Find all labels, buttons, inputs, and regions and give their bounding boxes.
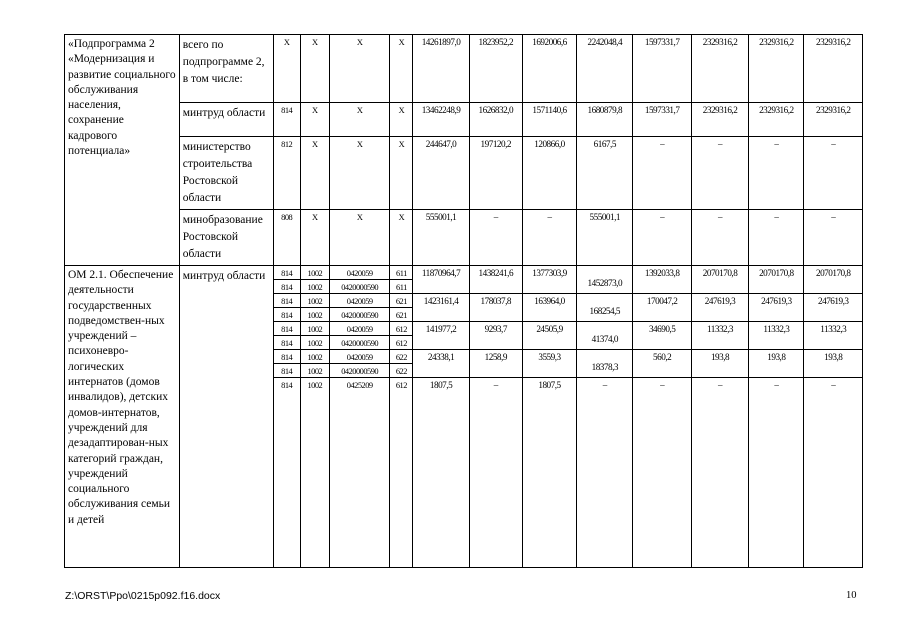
csr-cell: 0420059 xyxy=(329,350,390,364)
grbs-cell: 814 xyxy=(273,308,300,322)
executor-total: всего по подпрограмме 2, в том числе: xyxy=(179,35,273,103)
executor-mintrud: минтруд области xyxy=(179,103,273,137)
value-cell: 14261897,0 xyxy=(413,35,469,103)
grbs-cell: X xyxy=(273,35,300,103)
rzpr-cell: 1002 xyxy=(300,336,329,350)
value-cell: 2329316,2 xyxy=(804,103,863,137)
csr-cell: 0420059 xyxy=(329,294,390,308)
rzpr-cell: X xyxy=(300,35,329,103)
value-cell: – xyxy=(691,378,748,568)
value-cell: 141977,2 xyxy=(413,322,469,350)
value-cell: 193,8 xyxy=(749,350,804,378)
value-cell: 178037,8 xyxy=(469,294,522,322)
vr-cell: 611 xyxy=(390,266,413,280)
value-cell: 9293,7 xyxy=(469,322,522,350)
value-cell: 244647,0 xyxy=(413,137,469,210)
value-cell: 1680879,8 xyxy=(577,103,633,137)
rzpr-cell: 1002 xyxy=(300,294,329,308)
value-cell: – xyxy=(469,210,522,266)
value-cell: 193,8 xyxy=(804,350,863,378)
vr-cell: X xyxy=(390,210,413,266)
value-cell: – xyxy=(749,378,804,568)
value-cell: – xyxy=(749,210,804,266)
csr-cell: 0425209 xyxy=(329,378,390,568)
value-cell: 170047,2 xyxy=(633,294,691,322)
csr-cell: 0420000590 xyxy=(329,280,390,294)
value-cell: 11332,3 xyxy=(691,322,748,350)
grbs-cell: 814 xyxy=(273,103,300,137)
value-cell: 1423161,4 xyxy=(413,294,469,322)
budget-table xyxy=(64,34,863,568)
value-cell: 41374,0 xyxy=(577,322,633,350)
event-code-row xyxy=(65,266,863,280)
grbs-cell: 814 xyxy=(273,378,300,568)
rzpr-cell: 1002 xyxy=(300,266,329,280)
value-cell: – xyxy=(804,378,863,568)
value-cell: 1626832,0 xyxy=(469,103,522,137)
value-cell: 1377303,9 xyxy=(522,266,576,294)
grbs-cell: 812 xyxy=(273,137,300,210)
executor-minobr: минобразование Ростовской области xyxy=(179,210,273,266)
value-cell: 1392033,8 xyxy=(633,266,691,294)
rzpr-cell: 1002 xyxy=(300,308,329,322)
vr-cell: 622 xyxy=(390,364,413,378)
rzpr-cell: X xyxy=(300,210,329,266)
value-cell: 120866,0 xyxy=(522,137,576,210)
value-cell: – xyxy=(749,137,804,210)
vr-cell: X xyxy=(390,103,413,137)
csr-cell: X xyxy=(329,210,390,266)
program-total-row xyxy=(65,35,863,103)
value-cell: – xyxy=(577,378,633,568)
value-cell: 1438241,6 xyxy=(469,266,522,294)
program-mintrud-row xyxy=(65,103,863,137)
value-cell: 2329316,2 xyxy=(749,103,804,137)
value-cell: 24505,9 xyxy=(522,322,576,350)
value-cell: 1597331,7 xyxy=(633,35,691,103)
vr-cell: 612 xyxy=(390,322,413,336)
rzpr-cell: 1002 xyxy=(300,350,329,364)
value-cell: 560,2 xyxy=(633,350,691,378)
value-cell: 1823952,2 xyxy=(469,35,522,103)
vr-cell: 622 xyxy=(390,350,413,364)
vr-cell: 621 xyxy=(390,308,413,322)
value-cell: 1571140,6 xyxy=(522,103,576,137)
event-executor: минтруд области xyxy=(179,266,273,568)
program-minstroy-row xyxy=(65,137,863,210)
value-cell: – xyxy=(691,137,748,210)
value-cell: 555001,1 xyxy=(413,210,469,266)
grbs-cell: 814 xyxy=(273,280,300,294)
rzpr-cell: X xyxy=(300,137,329,210)
rzpr-cell: X xyxy=(300,103,329,137)
value-cell: – xyxy=(804,210,863,266)
value-cell: 11332,3 xyxy=(749,322,804,350)
value-cell: 1597331,7 xyxy=(633,103,691,137)
value-cell: 2070170,8 xyxy=(804,266,863,294)
value-cell: 193,8 xyxy=(691,350,748,378)
value-cell: – xyxy=(522,210,576,266)
value-cell: 1807,5 xyxy=(522,378,576,568)
value-cell: 1258,9 xyxy=(469,350,522,378)
value-cell: 2329316,2 xyxy=(691,103,748,137)
value-cell: 13462248,9 xyxy=(413,103,469,137)
csr-cell: 0420000590 xyxy=(329,308,390,322)
csr-cell: X xyxy=(329,137,390,210)
value-cell: 24338,1 xyxy=(413,350,469,378)
vr-cell: 612 xyxy=(390,378,413,568)
value-cell: 2242048,4 xyxy=(577,35,633,103)
value-cell: – xyxy=(633,378,691,568)
rzpr-cell: 1002 xyxy=(300,364,329,378)
value-cell: 555001,1 xyxy=(577,210,633,266)
rzpr-cell: 1002 xyxy=(300,378,329,568)
value-cell: 3559,3 xyxy=(522,350,576,378)
program-minobr-row xyxy=(65,210,863,266)
value-cell: 2329316,2 xyxy=(804,35,863,103)
program-name: «Подпрограмма 2 «Модернизация и развитие социального обслуживания населения, сохранение кадрового потенциала» xyxy=(65,35,180,266)
value-cell: 163964,0 xyxy=(522,294,576,322)
value-cell: – xyxy=(633,137,691,210)
value-cell: 34690,5 xyxy=(633,322,691,350)
grbs-cell: 814 xyxy=(273,294,300,308)
value-cell: 2329316,2 xyxy=(691,35,748,103)
value-cell: 247619,3 xyxy=(749,294,804,322)
grbs-cell: 814 xyxy=(273,364,300,378)
value-cell: 247619,3 xyxy=(804,294,863,322)
value-cell: 11870964,7 xyxy=(413,266,469,294)
value-cell: 2070170,8 xyxy=(749,266,804,294)
csr-cell: 0420000590 xyxy=(329,336,390,350)
event-name: ОМ 2.1. Обеспечение деятельности государственных подведомствен-ных учреждений – психоневро-логических интернатов (домов инвалидов), детских домов-интернатов, учреждений для дезадаптирован-ных категорий граждан, учреждений социального обслуживания семьи и детей xyxy=(65,266,180,568)
vr-cell: X xyxy=(390,35,413,103)
value-cell: 6167,5 xyxy=(577,137,633,210)
value-cell: 1692006,6 xyxy=(522,35,576,103)
grbs-cell: 814 xyxy=(273,350,300,364)
value-cell: 2070170,8 xyxy=(691,266,748,294)
value-cell: 1807,5 xyxy=(413,378,469,568)
value-cell: 2329316,2 xyxy=(749,35,804,103)
vr-cell: 611 xyxy=(390,280,413,294)
value-cell: 11332,3 xyxy=(804,322,863,350)
value-cell: 247619,3 xyxy=(691,294,748,322)
value-cell: – xyxy=(691,210,748,266)
rzpr-cell: 1002 xyxy=(300,322,329,336)
value-cell: 197120,2 xyxy=(469,137,522,210)
csr-cell: X xyxy=(329,35,390,103)
value-cell: 1452873,0 xyxy=(577,266,633,294)
value-cell: – xyxy=(469,378,522,568)
value-cell: 168254,5 xyxy=(577,294,633,322)
value-cell: – xyxy=(804,137,863,210)
vr-cell: X xyxy=(390,137,413,210)
grbs-cell: 808 xyxy=(273,210,300,266)
vr-cell: 612 xyxy=(390,336,413,350)
page-number: 10 xyxy=(846,590,857,601)
csr-cell: 0420059 xyxy=(329,322,390,336)
rzpr-cell: 1002 xyxy=(300,280,329,294)
executor-minstroy: министерство строительства Ростовской области xyxy=(179,137,273,210)
footer-file-path: Z:\ORST\Ppo\0215p092.f16.docx xyxy=(65,590,221,602)
vr-cell: 621 xyxy=(390,294,413,308)
value-cell: 18378,3 xyxy=(577,350,633,378)
grbs-cell: 814 xyxy=(273,336,300,350)
csr-cell: 0420000590 xyxy=(329,364,390,378)
csr-cell: 0420059 xyxy=(329,266,390,280)
grbs-cell: 814 xyxy=(273,322,300,336)
csr-cell: X xyxy=(329,103,390,137)
grbs-cell: 814 xyxy=(273,266,300,280)
value-cell: – xyxy=(633,210,691,266)
